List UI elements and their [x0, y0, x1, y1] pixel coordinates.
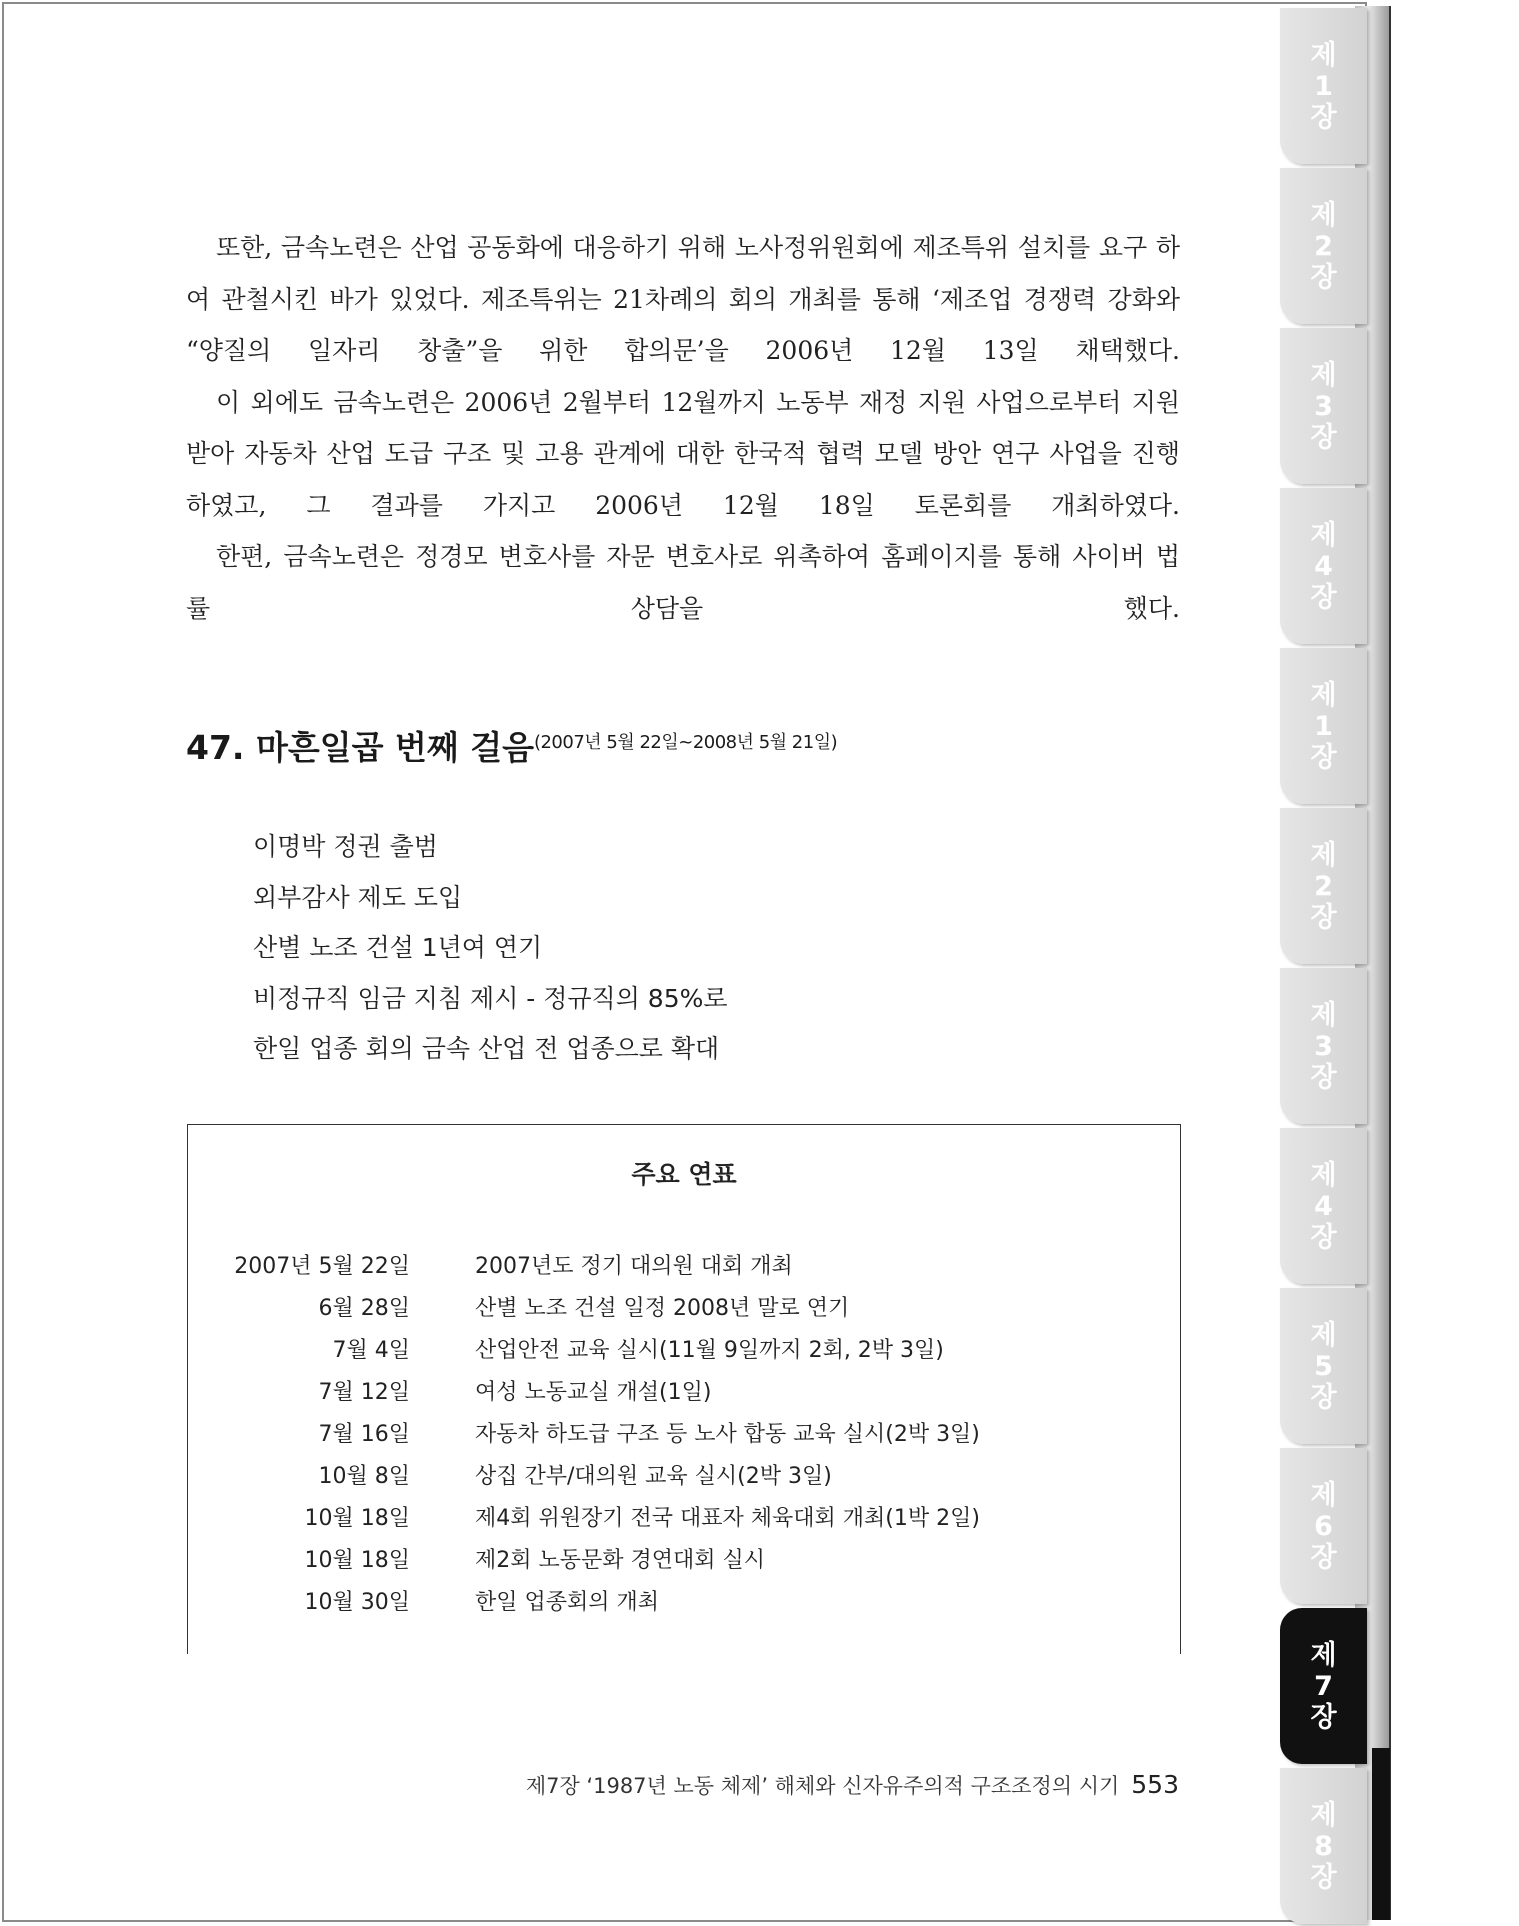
page-number: 553 — [1131, 1770, 1179, 1799]
summary-item: 비정규직 임금 지침 제시 - 정규직의 85%로 — [253, 983, 728, 1013]
summary-list — [253, 822, 728, 1075]
timeline-row — [188, 1585, 1180, 1625]
summary-item: 산별 노조 건설 1년여 연기 — [253, 933, 543, 962]
chapter-tab[interactable]: 제 3 장 — [1280, 968, 1367, 1124]
chapter-tab[interactable]: 제 6 장 — [1280, 1448, 1367, 1604]
timeline-date: 10월 18일 — [304, 1548, 410, 1573]
chapter-tab[interactable]: 제 5 장 — [1280, 1288, 1367, 1444]
chapter-tab[interactable]: 제 8 장 — [1280, 1768, 1367, 1924]
chapter-tab[interactable]: 제 1 장 — [1280, 8, 1367, 164]
timeline-date: 7월 4일 — [332, 1338, 410, 1363]
chapter-tab[interactable]: 제 1 장 — [1280, 648, 1367, 804]
paragraph-3: 한편, 금속노련은 정경모 변호사를 자문 변호사로 위촉하여 홈페이지를 통해 사이버 법 률 상담을 했다. — [186, 542, 1180, 623]
timeline-event: 산업안전 교육 실시(11월 9일까지 2회, 2박 3일) — [475, 1338, 944, 1363]
timeline-date: 10월 8일 — [318, 1464, 410, 1489]
summary-item: 외부감사 제도 도입 — [253, 882, 463, 912]
section-period: (2007년 5월 22일~2008년 5월 21일) — [533, 732, 838, 753]
timeline-event: 2007년도 정기 대의원 대회 개최 — [475, 1254, 793, 1279]
chapter-tab[interactable]: 제 4 장 — [1280, 1128, 1367, 1284]
page-footer — [526, 1770, 1179, 1800]
timeline-row — [188, 1417, 1180, 1457]
timeline-row — [188, 1333, 1180, 1373]
timeline-event: 한일 업종회의 개최 — [475, 1590, 660, 1615]
body-text — [186, 222, 1180, 634]
timeline-event: 산별 노조 건설 일정 2008년 말로 연기 — [475, 1296, 850, 1321]
timeline-event: 제4회 위원장기 전국 대표자 체육대회 개최(1박 2일) — [475, 1506, 980, 1531]
paragraph-2: 이 외에도 금속노련은 2006년 2월부터 12월까지 노동부 재정 지원 사업으로부터 지원 받아 자동차 산업 도급 구조 및 고용 관계에 대한 한국적 협력 모델 방안 연구 사업을 진행 하였고, 그 결과를 가지고 2006년 12월 18일 토론회를 개최하였다. — [186, 387, 1180, 520]
timeline-row — [188, 1291, 1180, 1331]
section-title: 47. 마흔일곱 번째 걸음 — [186, 728, 534, 767]
timeline-date: 10월 18일 — [304, 1506, 410, 1531]
chapter-tab[interactable]: 제 2 장 — [1280, 168, 1367, 324]
timeline-row — [188, 1459, 1180, 1499]
tab-strip-shadow — [1372, 1748, 1390, 1920]
timeline-event: 상집 간부/대의원 교육 실시(2박 3일) — [475, 1464, 832, 1489]
timeline-title: 주요 연표 — [631, 1160, 737, 1189]
timeline-row — [188, 1501, 1180, 1541]
timeline-row — [188, 1249, 1180, 1289]
timeline-event: 제2회 노동문화 경연대회 실시 — [475, 1548, 766, 1573]
chapter-tab[interactable]: 제 3 장 — [1280, 328, 1367, 484]
timeline-event: 여성 노동교실 개설(1일) — [475, 1380, 712, 1405]
timeline-date: 7월 12일 — [318, 1380, 410, 1405]
summary-item: 한일 업종 회의 금속 산업 전 업종으로 확대 — [253, 1034, 720, 1063]
summary-item: 이명박 정권 출범 — [253, 832, 438, 861]
chapter-tab-active[interactable]: 제 7 장 — [1280, 1608, 1367, 1764]
timeline-date: 6월 28일 — [318, 1296, 410, 1321]
section-heading — [186, 722, 837, 769]
timeline-event: 자동차 하도급 구조 등 노사 합동 교육 실시(2박 3일) — [475, 1422, 980, 1447]
paragraph-1: 또한, 금속노련은 산업 공동화에 대응하기 위해 노사정위원회에 제조특위 설치를 요구 하여 관철시킨 바가 있었다. 제조특위는 21차례의 회의 개최를 통해 ‘제조업 경쟁력 강화와 “양질의 일자리 창출”을 위한 합의문’을 2006년 12월 13일 채택했다. — [186, 233, 1180, 365]
timeline-row — [188, 1375, 1180, 1415]
chapter-tab[interactable]: 제 4 장 — [1280, 488, 1367, 644]
chapter-tab[interactable]: 제 2 장 — [1280, 808, 1367, 964]
timeline-date: 7월 16일 — [318, 1422, 410, 1447]
timeline-box — [187, 1124, 1181, 1654]
running-title: 제7장 ‘1987년 노동 체제’ 해체와 신자유주의적 구조조정의 시기 — [525, 1774, 1120, 1798]
timeline-date: 10월 30일 — [304, 1590, 410, 1615]
timeline-row — [188, 1543, 1180, 1583]
timeline-date: 2007년 5월 22일 — [234, 1254, 410, 1279]
